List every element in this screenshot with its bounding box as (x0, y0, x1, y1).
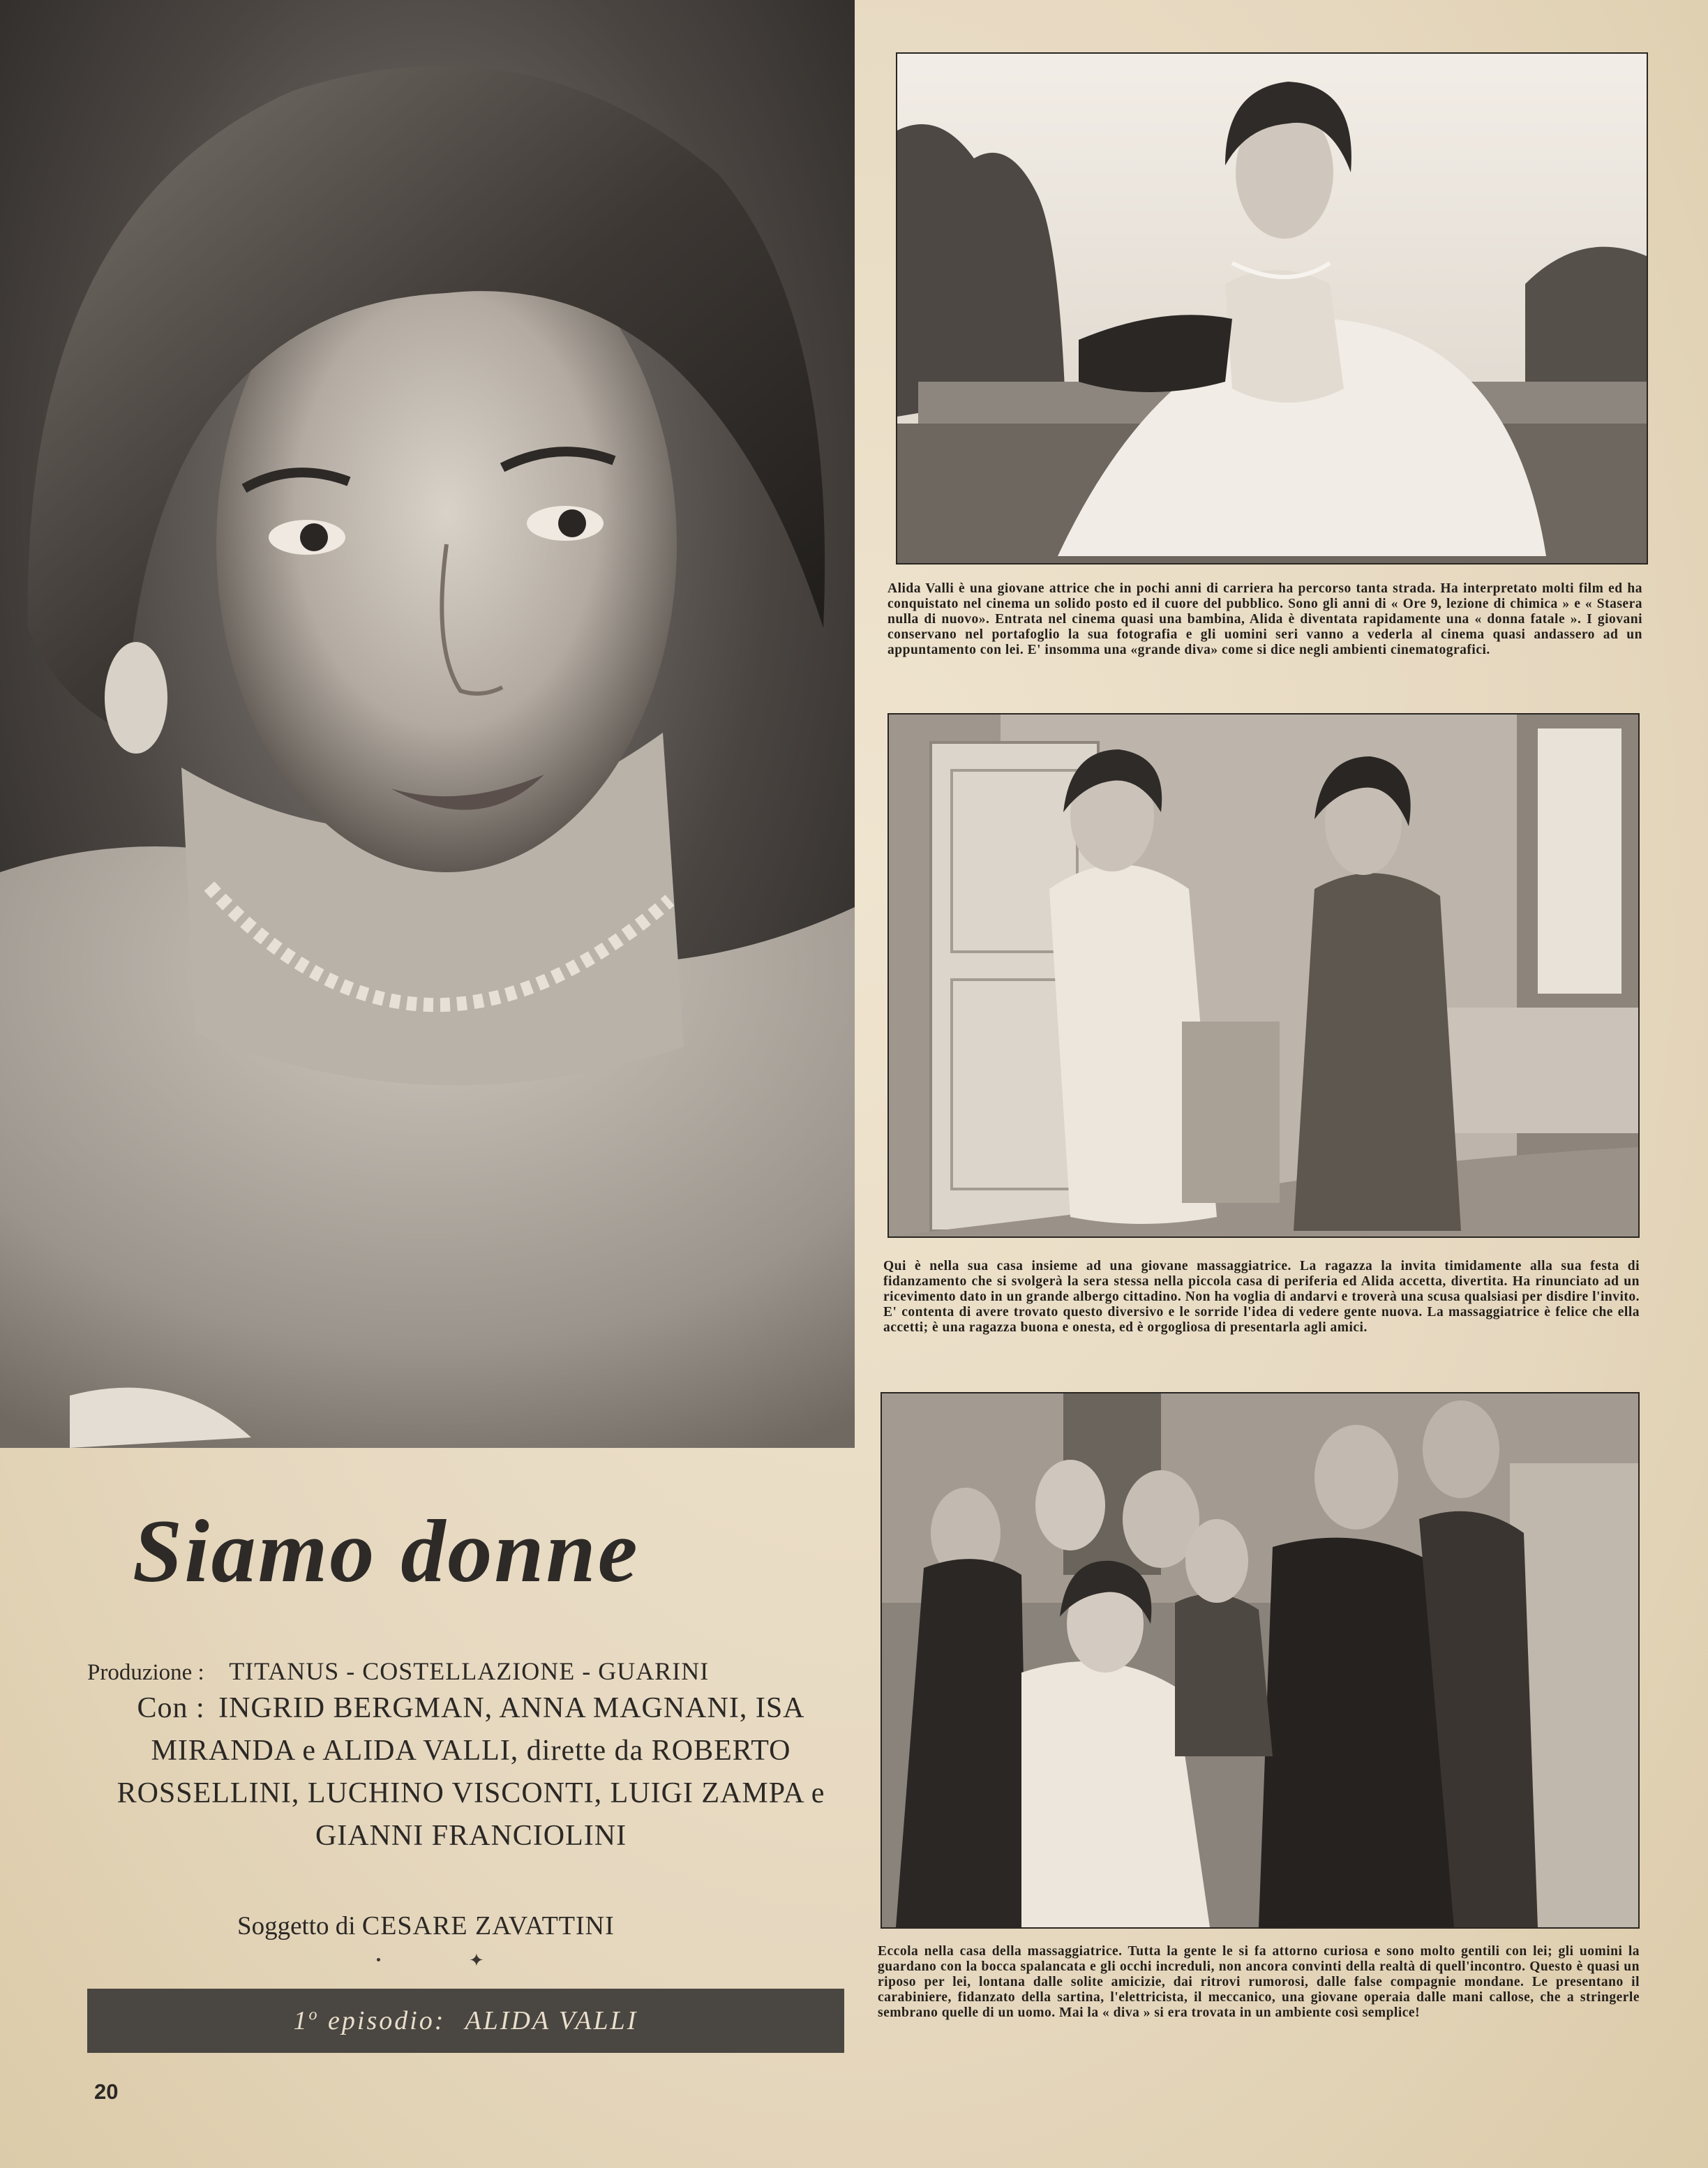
caption-1: Alida Valli è una giovane attrice che in pochi anni di carriera ha percorso tanta strada. Ha interpretato molti film ed ha conquistato nel cinema un solido posto ed il cuore del pubblico. Sono gli anni di « Ore 9, lezione di chimica » e « Stasera nulla di nuovo». Entrata nel cinema quasi una bambina, Alida è diventata rapidamente una « donna fatale ». I giovani conservano nel portafoglio la sua fotografia e gli uomini seri vanno a vederla al cinema quasi andassero ad un appuntamento con lei. E' insomma una «grande diva» come si dice negli ambienti cinematografici. (887, 581, 1642, 657)
ornament-dot (377, 1958, 380, 1961)
ornament-star-icon: ✦ (469, 1950, 484, 1971)
photo-actress-terrace (896, 52, 1648, 565)
group-image (882, 1393, 1638, 1927)
portrait-image (0, 0, 855, 1448)
episode-banner (87, 1989, 844, 2053)
production-value: TITANUS - COSTELLAZIONE - GUARINI (229, 1657, 710, 1685)
subject-value: CESARE ZAVATTINI (361, 1911, 615, 1941)
caption-2: Qui è nella sua casa insieme ad una giovane massaggiatrice. La ragazza la invita timidamente alla sua festa di fidanzamento che si svolgerà la sera stessa nella piccola casa di periferia ed Alida accetta, divertita. Ha rinunciato ad un ricevimento dato in un grande albergo cittadino. Non ha voglia di andarvi e troverà una scusa qualsiasi per disdire l'invito. E' contenta di avere trovato questo diversivo e le sorride l'idea di vedere gente nuova. La massaggiatrice è felice che ella accetti; è una ragazza buona e onesta, ed è orgogliosa di presentarla agli amici. (883, 1259, 1640, 1335)
portrait-photo (0, 0, 855, 1448)
episode-number: 1$^o$ episodio: (293, 2005, 446, 2035)
terrace-image (897, 54, 1647, 563)
caption-3: Eccola nella casa della massaggiatrice. Tutta la gente le si fa attorno curiosa e sono molto gentili con lei; gli uomini la guardano con la bocca spalancata e gli occhi increduli, non ancora convinti della realtà di quell'incontro. Questo è quasi un riposo per lei, lontana dalle solite amicizie, dai ritrovi rumorosi, dalle false compagnie mondane. Le presentano il carabiniere, fidanzato della sartina, l'elettricista, il meccanico, una giovane operaia dalle mani callose, che a stringerle sembrano quelle di un uomo. Mai la « diva » si era trovata in un ambiente così semplice! (878, 1944, 1640, 2020)
photo-group-gathering (881, 1392, 1640, 1929)
subject-label: Soggetto di (237, 1912, 356, 1941)
cast-value: INGRID BERGMAN, ANNA MAGNANI, ISA MIRANDA e ALIDA VALLI, dirette da ROBERTO ROSSELLINI, LUCHINO VISCONTI, LUIGI ZAMPA e GIANNI FRANCIOLINI (117, 1692, 825, 1852)
episode-actress: ALIDA VALLI (465, 2006, 638, 2035)
cast-label: Con : (137, 1692, 205, 1724)
page-number: 20 (94, 2079, 119, 2104)
subject-credit (237, 1911, 795, 1941)
cast-credit (87, 1687, 855, 1857)
production-label: Produzione : (87, 1660, 204, 1685)
photo-two-women-room (887, 713, 1640, 1238)
room-image (889, 715, 1638, 1236)
film-title: Siamo donne (133, 1502, 640, 1601)
production-credit (87, 1657, 855, 1686)
